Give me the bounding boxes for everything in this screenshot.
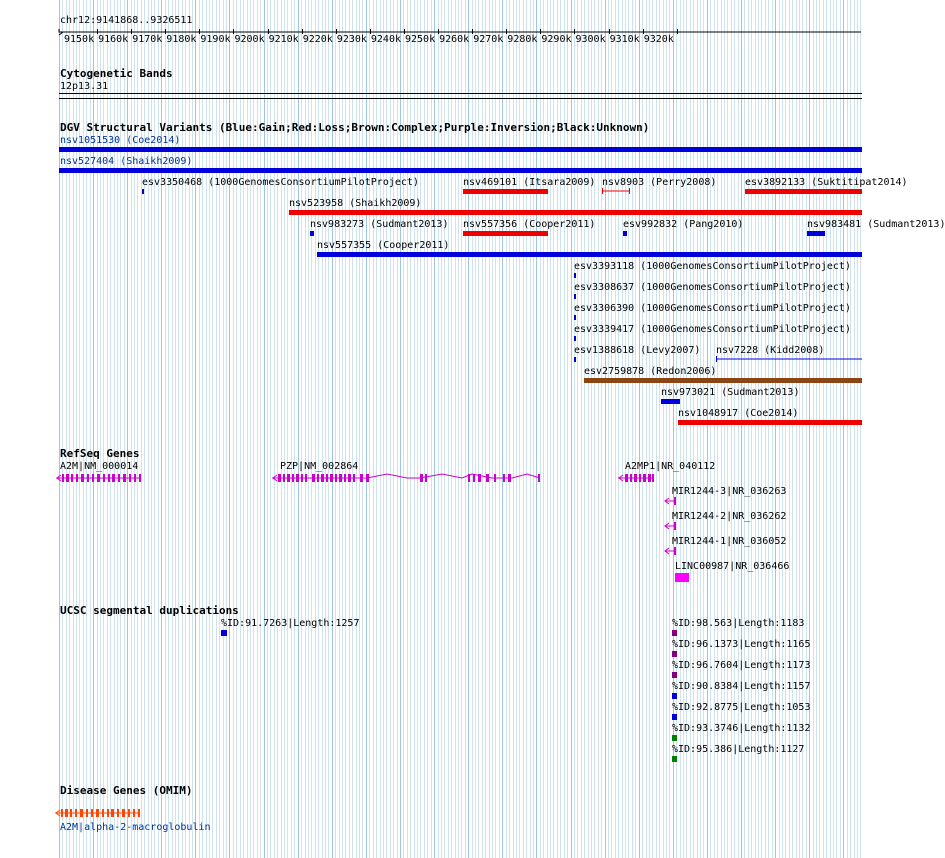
gene-label[interactable]: MIR1244-1|NR_036052 [672, 536, 787, 547]
variant-label[interactable]: nsv8903 (Perry2008) [602, 177, 717, 188]
gene-pzp-model[interactable] [272, 472, 544, 484]
ruler-tick-label: 9210k [268, 34, 299, 45]
variant-bar[interactable] [623, 231, 627, 236]
variant-label[interactable]: esv3892133 (Suktitipat2014) [745, 177, 908, 188]
ruler-tick-label: 9170k [132, 34, 163, 45]
variant-label[interactable]: esv992832 (Pang2010) [623, 219, 744, 230]
gene-a2mp1-model[interactable] [618, 472, 658, 484]
variant-bar[interactable] [574, 315, 576, 320]
variant-label[interactable]: nsv973021 (Sudmant2013) [661, 387, 800, 398]
segdup-bar[interactable] [672, 735, 677, 741]
cytoband-line-bottom [59, 98, 862, 99]
gene-mir1244-1-model[interactable] [664, 546, 678, 556]
refseq-title: RefSeq Genes [60, 447, 140, 460]
variant-bar[interactable] [59, 147, 862, 152]
gene-label[interactable]: A2M|NM_000014 [60, 461, 139, 472]
variant-label[interactable]: nsv1051530 (Coe2014) [60, 135, 181, 146]
variant-label[interactable]: esv3308637 (1000GenomesConsortiumPilotProject) [574, 282, 851, 293]
gene-label[interactable]: MIR1244-3|NR_036263 [672, 486, 787, 497]
variant-bar[interactable] [584, 378, 862, 383]
variant-bar[interactable] [574, 336, 576, 341]
variant-label[interactable]: esv3306390 (1000GenomesConsortiumPilotProject) [574, 303, 851, 314]
position-label: chr12:9141868..9326511 [60, 15, 193, 26]
segdup-bar[interactable] [672, 672, 677, 678]
segdup-bar[interactable] [672, 714, 677, 720]
variant-label[interactable]: esv3393118 (1000GenomesConsortiumPilotProject) [574, 261, 851, 272]
variant-label[interactable]: nsv1048917 (Coe2014) [678, 408, 799, 419]
variant-label[interactable]: nsv7228 (Kidd2008) [716, 345, 825, 356]
ruler-tick-label: 9240k [370, 34, 401, 45]
segdup-label[interactable]: %ID:96.7604|Length:1173 [672, 660, 811, 671]
variant-bar[interactable] [463, 231, 548, 236]
variant-bar[interactable] [574, 294, 576, 299]
variant-label[interactable]: esv3339417 (1000GenomesConsortiumPilotProject) [574, 324, 851, 335]
variant-bar[interactable] [142, 189, 144, 194]
ruler-tick-label: 9280k [507, 34, 538, 45]
variant-bar[interactable] [602, 187, 632, 195]
variant-bar[interactable] [317, 252, 862, 257]
omim-title: Disease Genes (OMIM) [60, 784, 193, 797]
ruler-tick-label: 9160k [98, 34, 129, 45]
variant-label[interactable]: nsv523958 (Shaikh2009) [289, 198, 422, 209]
variant-bar[interactable] [716, 355, 863, 363]
variant-bar[interactable] [678, 420, 862, 425]
variant-bar[interactable] [661, 399, 680, 404]
variant-bar[interactable] [574, 357, 576, 362]
gene-mir1244-3-model[interactable] [664, 496, 678, 506]
segdup-label[interactable]: %ID:90.8384|Length:1157 [672, 681, 811, 692]
gene-mir1244-2-model[interactable] [664, 521, 678, 531]
variant-label[interactable]: nsv469101 (Itsara2009) [463, 177, 596, 188]
cytoband-label: 12p13.31 [60, 81, 109, 92]
segdup-label[interactable]: %ID:95.386|Length:1127 [672, 744, 805, 755]
segdup-bar[interactable] [672, 651, 677, 657]
segdup-bar[interactable] [672, 630, 677, 636]
gene-label[interactable]: MIR1244-2|NR_036262 [672, 511, 787, 522]
variant-label[interactable]: nsv983273 (Sudmant2013) [310, 219, 449, 230]
omim-gene-label[interactable]: A2M|alpha-2-macroglobulin [60, 822, 211, 833]
ruler-tick-label: 9230k [336, 34, 367, 45]
segdup-bar[interactable] [672, 756, 677, 762]
ruler-tick-label: 9300k [575, 34, 606, 45]
variant-bar[interactable] [745, 189, 862, 194]
cytoband-line-top [59, 93, 862, 94]
ruler-tick-label: 9220k [302, 34, 333, 45]
variant-label[interactable]: nsv527404 (Shaikh2009) [60, 156, 193, 167]
variant-bar[interactable] [310, 231, 314, 236]
gene-label[interactable]: A2MP1|NR_040112 [625, 461, 716, 472]
segdup-label[interactable]: %ID:93.3746|Length:1132 [672, 723, 811, 734]
segdup-title: UCSC segmental duplications [60, 604, 239, 617]
ruler-tick-label: 9180k [166, 34, 197, 45]
ruler-tick-label: 9150k [64, 34, 95, 45]
gene-linc00987-model[interactable] [675, 573, 689, 582]
variant-label[interactable]: nsv983481 (Sudmant2013) [807, 219, 945, 230]
ruler-tick-label: 9260k [439, 34, 470, 45]
ruler-tick-label: 9310k [609, 34, 640, 45]
omim-gene-model[interactable] [55, 807, 145, 819]
ruler-tick-label: 9190k [200, 34, 231, 45]
segdup-bar[interactable] [221, 630, 227, 636]
gene-label[interactable]: PZP|NM_002864 [280, 461, 359, 472]
variant-label[interactable]: esv1388618 (Levy2007) [574, 345, 701, 356]
cytoband-title: Cytogenetic Bands [60, 67, 173, 80]
variant-label[interactable]: esv2759878 (Redon2006) [584, 366, 717, 377]
segdup-label[interactable]: %ID:96.1373|Length:1165 [672, 639, 811, 650]
ruler-tick-label: 9290k [541, 34, 572, 45]
variant-bar[interactable] [463, 189, 548, 194]
segdup-label[interactable]: %ID:91.7263|Length:1257 [221, 618, 360, 629]
variant-label[interactable]: nsv557355 (Cooper2011) [317, 240, 450, 251]
gene-label[interactable]: LINC00987|NR_036466 [675, 561, 790, 572]
variant-bar[interactable] [574, 273, 576, 278]
variant-bar[interactable] [289, 210, 862, 215]
ruler-tick-label: 9320k [643, 34, 674, 45]
segdup-label[interactable]: %ID:92.8775|Length:1053 [672, 702, 811, 713]
segdup-label[interactable]: %ID:98.563|Length:1183 [672, 618, 805, 629]
segdup-bar[interactable] [672, 693, 677, 699]
ruler-tick-label: 9200k [234, 34, 265, 45]
variant-bar[interactable] [807, 231, 825, 236]
ruler-tick-label: 9250k [405, 34, 436, 45]
dgv-title: DGV Structural Variants (Blue:Gain;Red:Loss;Brown:Complex;Purple:Inversion;Black:Unknown) [60, 121, 650, 134]
variant-bar[interactable] [59, 168, 862, 173]
ruler-tick-label: 9270k [473, 34, 504, 45]
variant-label[interactable]: nsv557356 (Cooper2011) [463, 219, 596, 230]
variant-label[interactable]: esv3350468 (1000GenomesConsortiumPilotProject) [142, 177, 419, 188]
gene-a2m-model[interactable] [56, 472, 146, 484]
